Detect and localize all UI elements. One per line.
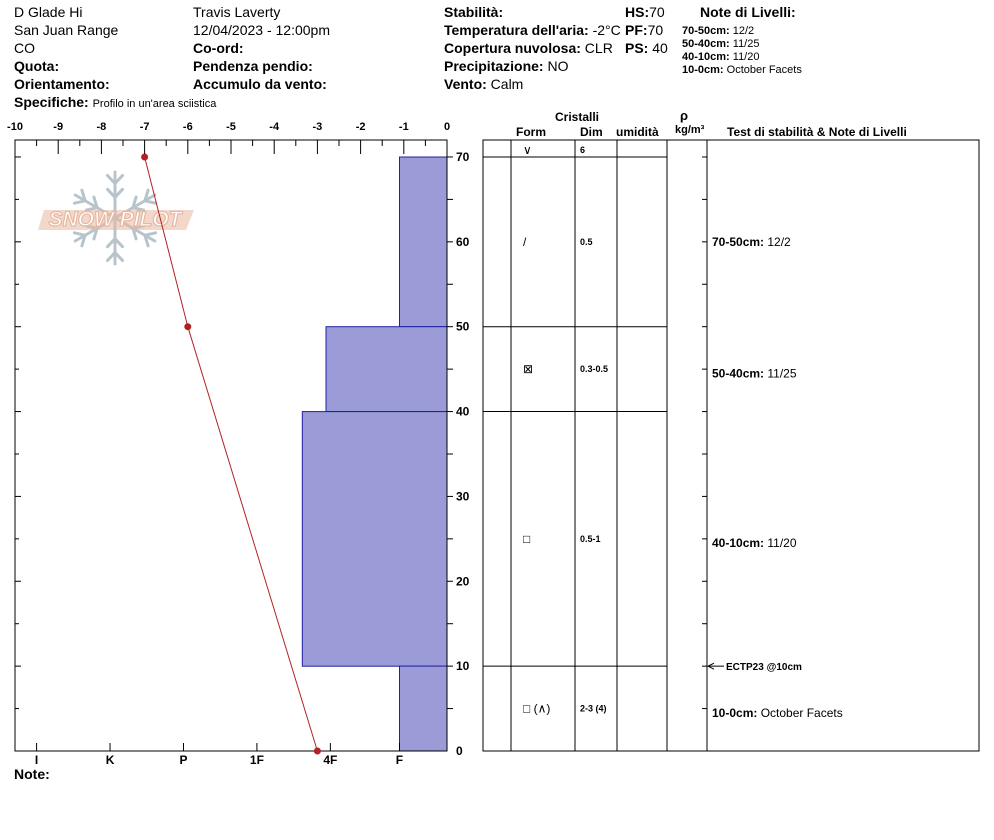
mountain-range: San Juan Range	[14, 22, 119, 38]
crystal-size-value: 0.3-0.5	[580, 364, 609, 375]
temp-tick-label: 0	[443, 121, 451, 133]
table-frame	[483, 140, 979, 751]
pf-value: 70	[647, 22, 664, 38]
air-temp-value: -2°C	[592, 22, 621, 38]
layer-note-text: October Facets	[726, 64, 802, 76]
depth-tick-label: 60	[456, 234, 470, 249]
specifics-value: Profilo in un'area sciistica	[92, 98, 217, 110]
location-name: D Glade Hi	[14, 4, 83, 20]
depth-tick-label: 70	[456, 149, 470, 164]
snowflake-branch	[145, 201, 156, 203]
depth-tick-label: 20	[456, 574, 470, 589]
hardness-tick-label: F	[395, 753, 404, 767]
temp-tick-label: -9	[53, 121, 64, 133]
hardness-tick-label: P	[179, 753, 188, 767]
crystal-form-symbol: /	[523, 234, 527, 249]
size-header: Dim	[580, 125, 603, 139]
layer-note-text: 11/25	[732, 38, 760, 50]
ps-value: 40	[652, 40, 668, 56]
form-header: Form	[516, 125, 546, 139]
coordinates-label: Co-ord:	[193, 40, 244, 56]
temp-tick-label: -5	[226, 121, 236, 133]
crystal-size-value: 0.5-1	[580, 533, 601, 544]
hardness-layer	[326, 327, 447, 412]
wind-value: Calm	[490, 76, 524, 92]
observation-datetime: 12/04/2023 - 12:00pm	[193, 22, 330, 38]
hardness-tick-label: K	[105, 753, 115, 767]
snowpilot-logo	[38, 172, 194, 264]
temperature-point	[184, 323, 191, 330]
observer-name: Travis Laverty	[193, 4, 281, 20]
density-unit: kg/m³	[675, 124, 705, 136]
stability-note-range: 40-10cm:	[712, 536, 768, 551]
temp-tick-label: -1	[398, 121, 409, 133]
depth-tick-label: 50	[456, 319, 470, 334]
stability-note	[712, 536, 797, 550]
temp-tick-label: -6	[182, 121, 193, 133]
hardness-tick-label: I	[34, 753, 39, 767]
stability-note-range: 50-40cm:	[712, 366, 768, 381]
stability-note	[712, 235, 791, 249]
stability-note-text: 11/25	[767, 366, 797, 381]
hardness-layer	[400, 666, 448, 751]
temperature-point	[314, 748, 321, 755]
crystals-header: Cristalli	[555, 110, 600, 124]
layer-note-range: 40-10cm:	[682, 51, 730, 63]
depth-tick-label: 40	[456, 404, 470, 419]
sky-value: CLR	[584, 40, 613, 56]
layer-note-range: 70-50cm:	[682, 25, 730, 37]
temp-tick-label: -2	[355, 121, 366, 133]
crystal-form-symbol: □ (∧)	[523, 701, 551, 716]
air-temp-label: Temperatura dell'aria:	[444, 22, 589, 38]
sky-label: Copertura nuvolosa:	[444, 40, 581, 56]
hardness-tick-label: 4F	[323, 753, 338, 767]
logo-text: SNOW PILOT	[48, 208, 182, 231]
snowflake-branch	[145, 233, 156, 236]
stability-note-range: 10-0cm:	[712, 705, 761, 720]
layer-note-range: 10-0cm:	[682, 64, 724, 76]
ps-label: PS:	[625, 40, 649, 56]
depth-tick-label: 0	[456, 744, 463, 758]
stability-label: Stabilità:	[444, 4, 504, 20]
crystal-size-value: 2-3 (4)	[580, 703, 607, 714]
notes-label: Note:	[14, 766, 50, 782]
temp-tick-label: -7	[139, 121, 150, 133]
hardness-layer	[400, 157, 448, 327]
temp-tick-label: -3	[312, 121, 323, 133]
temp-tick-label: -8	[96, 121, 107, 133]
snowflake-branch	[74, 201, 85, 203]
stability-note-range: 70-50cm:	[712, 234, 768, 249]
slope-label: Pendenza pendio:	[193, 58, 313, 74]
snowflake-branch	[74, 233, 85, 236]
layer-notes-title: Note di Livelli:	[700, 4, 796, 20]
stability-note	[712, 366, 797, 380]
stability-note	[712, 706, 843, 720]
state: CO	[14, 40, 35, 56]
hs-value: 70	[649, 4, 665, 20]
wind-loading-label: Accumulo da vento:	[193, 76, 327, 92]
crystal-size-value: 0.5	[580, 236, 593, 247]
crystal-form-symbol: ⊠	[523, 362, 534, 377]
crystal-form-symbol: □	[523, 531, 531, 546]
moisture-header: umidità	[616, 125, 659, 139]
pf-label: PF:	[625, 22, 648, 38]
stability-note-text: October Facets	[760, 705, 843, 720]
hs-label: HS:	[625, 4, 650, 20]
layer-note-text: 11/20	[732, 51, 760, 63]
precip-value: NO	[547, 58, 569, 74]
depth-tick-label: 10	[456, 659, 470, 674]
stability-note-text: 11/20	[767, 536, 797, 551]
temp-tick-label: -10	[7, 121, 23, 133]
crystal-size-value: 6	[580, 145, 586, 155]
specifics-label: Specifiche:	[14, 94, 89, 110]
precip-label: Precipitazione:	[444, 58, 544, 74]
layer-note-range: 50-40cm:	[682, 38, 730, 50]
crystal-form-symbol: ∨	[523, 143, 532, 157]
wind-label: Vento:	[444, 76, 487, 92]
hardness-tick-label: 1F	[249, 753, 264, 767]
aspect-label: Orientamento:	[14, 76, 110, 92]
elevation-label: Quota:	[14, 58, 60, 74]
density-symbol: ρ	[680, 108, 689, 123]
temperature-line	[145, 157, 318, 751]
temp-tick-label: -4	[269, 121, 280, 133]
hardness-layer	[302, 412, 447, 667]
stability-test-label: ECTP23 @10cm	[726, 662, 802, 674]
stability-notes-header: Test di stabilità & Note di Livelli	[727, 125, 907, 139]
layer-note-text: 12/2	[732, 25, 755, 37]
stability-note-text: 12/2	[767, 234, 791, 249]
temperature-point	[141, 154, 148, 161]
depth-tick-label: 30	[456, 489, 470, 504]
